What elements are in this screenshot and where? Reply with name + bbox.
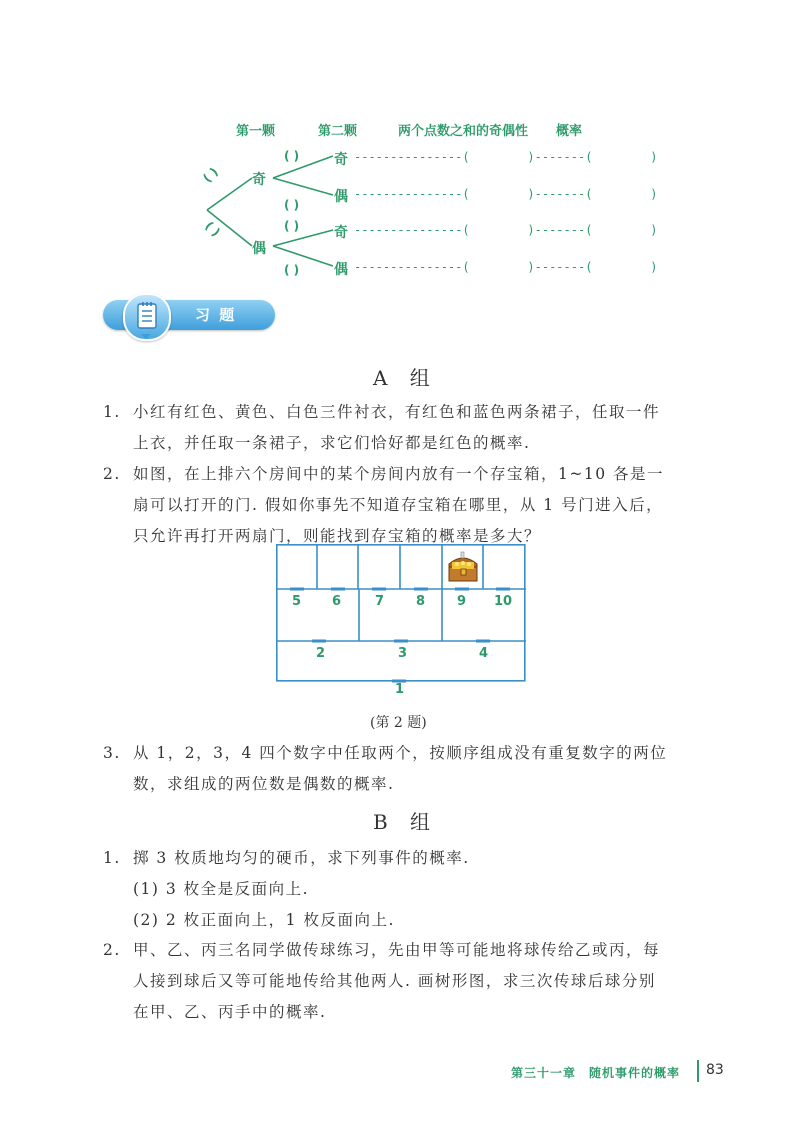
room-floor-plan [276,544,526,682]
room-door-label: 7 [375,594,385,609]
question-a2 [103,459,723,552]
tree-header-second: 第二颗 [318,124,358,139]
treasure-chest-icon [446,550,480,584]
question-text: 从 1，2，3，4 四个数字中任取两个，按顺序组成没有重复数字的两位 [133,744,668,762]
question-text: 甲、乙、丙三名同学做传球练习，先由甲等可能地将球传给乙或丙，每 [133,941,661,959]
group-b-title: B 组 [373,810,439,834]
tree-prob-blank: ( ) [284,198,300,212]
tree-prob-blank: ( ) [284,149,300,163]
section-tab-label: 习 题 [195,306,237,324]
figure-caption: (第 2 题) [370,715,427,731]
room-door-label: 8 [416,594,426,609]
entrance-door-label: 1 [395,682,405,697]
room-door-label: 5 [292,594,302,609]
question-text: 扇可以打开的门. 假如你事先不知道存宝箱在哪里，从 1 号门进入后， [133,496,664,514]
question-number: 2. [103,941,121,959]
tree-prob-blank: ( ) [202,218,223,240]
question-text: 只允许再打开两扇门，则能找到存宝箱的概率是多大？ [133,527,542,545]
question-number: 3. [103,744,121,762]
tree-dash-row: ---------------( )-------( ) [354,150,658,164]
footer-divider [697,1060,699,1082]
tree-leaf-even: 偶 [334,189,348,205]
question-number: 1. [103,849,121,867]
question-text: 掷 3 枚质地均匀的硬币，求下列事件的概率. [133,849,470,867]
question-a1 [103,397,723,459]
room-door-label: 4 [479,646,489,661]
room-door-label: 3 [398,646,408,661]
question-text: 小红有红色、黄色、白色三件衬衣，有红色和蓝色两条裙子，任取一件 [133,403,661,421]
tree-branches [195,140,345,280]
tree-dash-row: ---------------( )-------( ) [354,223,658,237]
tree-dash-row: ---------------( )-------( ) [354,260,658,274]
tree-header-first: 第一颗 [236,124,276,139]
question-text: 如图，在上排六个房间中的某个房间内放有一个存宝箱，1~10 各是一 [133,465,665,483]
question-number: 1. [103,403,121,421]
room-door-label: 9 [457,594,467,609]
question-text: 人接到球后又等可能地传给其他两人. 画树形图，求三次传球后球分别 [133,972,656,990]
tree-prob-blank: ( ) [284,263,300,277]
tree-leaf-odd: 奇 [334,152,348,168]
question-number: 2. [103,465,121,483]
question-text: 在甲、乙、丙手中的概率. [133,1003,327,1021]
tree-prob-blank: ( ) [284,219,300,233]
question-b2 [103,935,723,1028]
question-text: 数，求组成的两位数是偶数的概率. [133,775,395,793]
tree-dash-row: ---------------( )-------( ) [354,187,658,201]
tab-pointer [141,334,151,339]
sub-question: (2) 2 枚正面向上，1 枚反面向上. [133,911,395,929]
room-door-label: 2 [316,646,326,661]
tree-leaf-odd: 奇 [334,225,348,241]
tree-prob-blank: ( ) [200,164,221,186]
group-a-title: A 组 [373,366,438,390]
question-b1 [103,843,723,936]
page-number: 83 [706,1062,724,1078]
exercise-section-tab [103,293,275,339]
tree-header-parity: 两个点数之和的奇偶性 [398,124,529,139]
tree-node-odd: 奇 [252,172,266,188]
question-a3 [103,738,723,800]
chapter-footer: 第三十一章 随机事件的概率 [511,1066,681,1080]
tree-node-even: 偶 [252,241,266,257]
tree-header-probability: 概率 [556,124,583,139]
question-text: 上衣，并任取一条裙子，求它们恰好都是红色的概率. [133,434,531,452]
room-door-label: 10 [494,594,513,609]
sub-question: (1) 3 枚全是反面向上. [133,880,310,898]
room-door-label: 6 [332,594,342,609]
tree-leaf-even: 偶 [334,262,348,278]
